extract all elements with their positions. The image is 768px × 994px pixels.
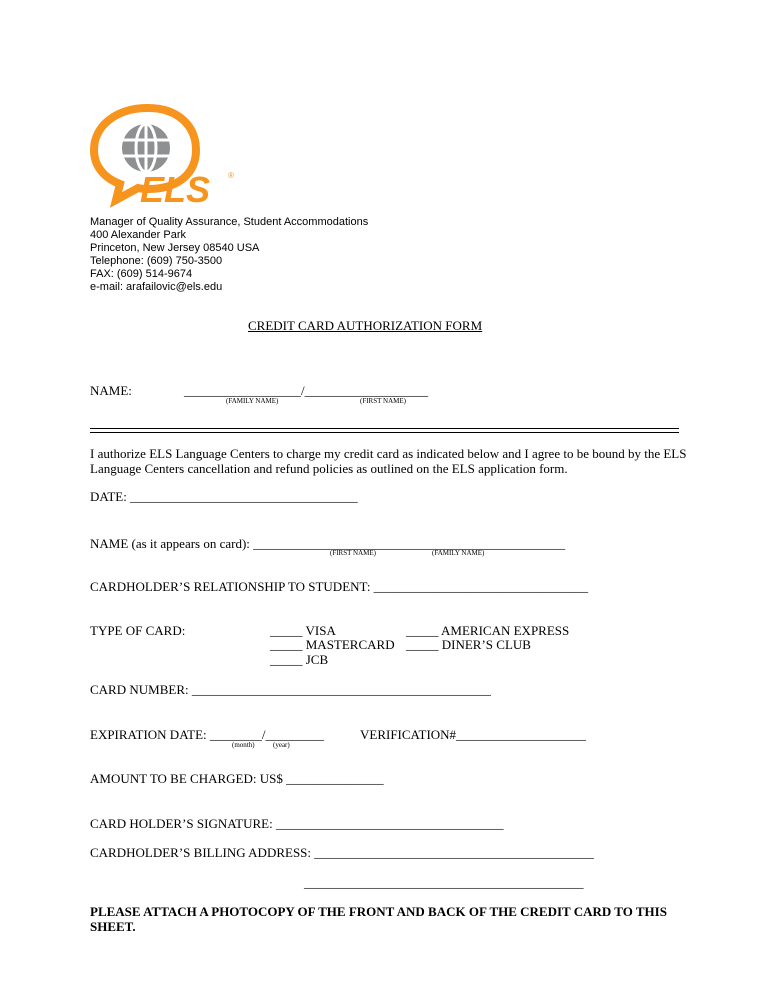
els-logo (88, 100, 244, 210)
card-name-field[interactable]: NAME (as it appears on card): ________________________________________________ (90, 536, 566, 551)
contact-title: Manager of Quality Assurance, Student Accommodations (90, 216, 369, 228)
card-type-jcb[interactable]: _____ JCB (270, 652, 329, 667)
form-title: CREDIT CARD AUTHORIZATION FORM (248, 318, 483, 333)
family-name-caption: (FAMILY NAME) (226, 397, 279, 405)
logo-registered-mark: ® (228, 171, 234, 180)
first-name-caption: (FIRST NAME) (360, 397, 406, 405)
card-type-diners[interactable]: _____ DINER’S CLUB (406, 637, 531, 652)
authorization-text-line2: Language Centers cancellation and refund policies as outlined on the ELS application form. (90, 461, 568, 476)
contact-street: 400 Alexander Park (90, 229, 187, 241)
amount-field[interactable]: AMOUNT TO BE CHARGED: US$ _______________ (90, 771, 384, 786)
verification-field[interactable]: VERIFICATION#____________________ (360, 727, 587, 742)
card-number-field[interactable]: CARD NUMBER: ______________________________________________ (90, 682, 491, 697)
month-caption: (month) (232, 741, 255, 749)
card-type-mastercard[interactable]: _____ MASTERCARD (270, 637, 395, 652)
signature-field[interactable]: CARD HOLDER’S SIGNATURE: ___________________________________ (90, 816, 504, 831)
card-type-amex[interactable]: _____ AMERICAN EXPRESS (406, 623, 570, 638)
card-first-name-caption: (FIRST NAME) (330, 549, 376, 557)
billing-address-line2[interactable]: ___________________________________________ (304, 875, 584, 890)
contact-block (90, 216, 368, 294)
name-field-line[interactable]: __________________/___________________ (184, 383, 429, 398)
card-type-visa[interactable]: _____ VISA (270, 623, 336, 638)
authorization-text-line1: I authorize ELS Language Centers to charge my credit card as indicated below and I agree to be bound by the ELS (90, 446, 687, 461)
relationship-field[interactable]: CARDHOLDER’S RELATIONSHIP TO STUDENT: _________________________________ (90, 579, 589, 594)
double-divider (90, 428, 679, 433)
card-type-label: TYPE OF CARD: (90, 623, 186, 638)
logo-text: ELS (140, 169, 211, 210)
contact-telephone: Telephone: (609) 750-3500 (90, 255, 223, 267)
globe-icon (122, 124, 170, 172)
expiration-date-field[interactable]: EXPIRATION DATE: ________/_________ (90, 727, 324, 742)
contact-email: e-mail: arafailovic@els.edu (90, 281, 223, 293)
year-caption: (year) (273, 741, 290, 749)
contact-fax: FAX: (609) 514-9674 (90, 268, 193, 280)
name-label: NAME: (90, 383, 132, 398)
photocopy-notice-line2: SHEET. (90, 919, 136, 934)
card-family-name-caption: (FAMILY NAME) (432, 549, 485, 557)
contact-city: Princeton, New Jersey 08540 USA (90, 242, 260, 254)
photocopy-notice-line1: PLEASE ATTACH A PHOTOCOPY OF THE FRONT AND BACK OF THE CREDIT CARD TO THIS (90, 904, 667, 919)
date-field[interactable]: DATE: ___________________________________ (90, 489, 358, 504)
billing-address-field[interactable]: CARDHOLDER’S BILLING ADDRESS: ___________________________________________ (90, 845, 594, 860)
